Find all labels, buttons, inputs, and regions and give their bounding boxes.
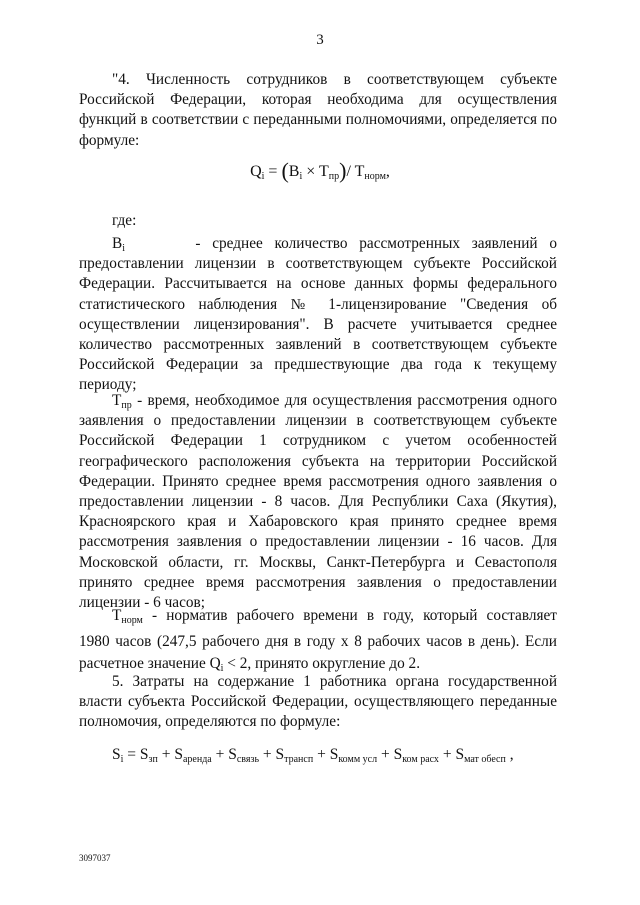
formula-symbol: S [139, 746, 149, 763]
formula-symbol: B [288, 163, 300, 180]
paragraph-5 [79, 672, 557, 733]
formula-subscript: i [261, 171, 265, 182]
symbol-bi: $B_i$ [112, 235, 125, 254]
formula-subscript: связь [236, 754, 259, 765]
times-sign: × [306, 163, 316, 180]
formula-s [112, 746, 514, 764]
text-line: предоставлении лицензии в соответствующем субъекте Российской [79, 255, 557, 273]
formula-symbol: S [393, 746, 403, 763]
text-line: функций в соответствии с переданными полномочиями, определяется по [79, 111, 557, 129]
plus-sign: + [442, 746, 452, 763]
text-line: Российской Федерации, которая необходима для осуществления [79, 91, 557, 109]
where-label: где: [112, 212, 137, 229]
open-paren: ( [281, 158, 289, 183]
formula-symbol: S [455, 746, 465, 763]
formula-symbol: S [329, 746, 339, 763]
text-line: лицензии - 6 часов; [79, 594, 206, 612]
formula-q: $Q_i = (B_i \times T_{пр})/$ $T_{норм}$, [250, 158, 390, 183]
text-line: осуществлении лицензирования". В расчете учитывается среднее [79, 315, 557, 333]
formula-symbol: Q [250, 163, 262, 180]
symbol-tpr: $T_{пр}$ [112, 392, 132, 411]
symbol-tnorm: $T_{норм}$ [112, 607, 143, 626]
text-line: Федерации. Принято среднее время рассмотрения одного заявления о [79, 472, 557, 490]
formula-symbol: S [112, 746, 121, 763]
plus-sign: + [262, 746, 272, 763]
text-line: Российской Федерации 1 сотрудником с учетом особенностей [79, 432, 557, 450]
divide-sign: / [346, 163, 351, 180]
text-line: Московской области, гг. Москвы, Санкт-Петербурга и Севастополя [79, 553, 557, 571]
text-line: расчетное значение $Q_i < 2$, принято округление до 2. [79, 655, 421, 674]
formula-subscript: зп [148, 754, 158, 765]
text-line: "4. Численность сотрудников в соответствующем субъекте [112, 71, 557, 88]
formula-comma: , [509, 746, 514, 763]
formula-subscript: аренда [182, 754, 212, 765]
plus-sign: + [317, 746, 326, 763]
text-line: географического расположения субъекта на территории Российской [79, 452, 557, 470]
text-line: $B_i$ - среднее количество рассмотренных заявлений о [112, 235, 557, 254]
formula-subscript: мат обесп [464, 754, 506, 765]
text-line: Красноярского края и Хабаровского края принято среднее время [79, 513, 557, 531]
text-line: количество рассмотренных заявлений в соответствующем субъекте [79, 336, 557, 354]
formula-subscript: пр [328, 171, 340, 182]
plus-sign: + [215, 746, 225, 763]
formula-symbol: S [228, 746, 237, 763]
footer-code: 3097037 [79, 853, 111, 863]
plus-sign: + [161, 746, 171, 763]
formula-subscript: i [120, 754, 124, 765]
plus-sign: + [380, 746, 390, 763]
text-line: статистического наблюдения № 1-лицензирование "Сведения об [79, 295, 557, 313]
text-line: принято среднее время рассмотрения заявления о предоставлении [79, 573, 557, 591]
definition-bi [79, 234, 557, 396]
text-line: 5. Затраты на содержание 1 работника органа государственной [112, 673, 557, 690]
text-line: Федерации. Рассчитывается на основе данных формы федерального [79, 275, 557, 293]
formula-symbol: T [354, 163, 365, 180]
formula-subscript: комм усл [338, 754, 378, 765]
definition-tnorm [79, 605, 557, 675]
text-line: формуле: [79, 131, 140, 149]
formula-symbol: S [174, 746, 183, 763]
formula-subscript: ком расх [402, 754, 439, 765]
text-line: предоставлении лицензии - 8 часов. Для Республики Саха (Якутия), [79, 493, 557, 511]
text-line: власти субъекта Российской Федерации, осуществляющего переданные [79, 693, 557, 711]
formula-comma: , [385, 163, 390, 180]
page-number: 3 [316, 32, 324, 48]
formula-symbol: T [318, 163, 329, 180]
text-line: Российской Федерации за предшествующие два года к текущему [79, 356, 557, 374]
formula-symbol: S [275, 746, 285, 763]
formula-subscript: норм [364, 171, 386, 182]
text-line: $T_{норм}$ - норматив рабочего времени в году, который составляет [112, 607, 557, 626]
text-line: $T_{пр}$ - время, необходимое для осуществления рассмотрения одного [112, 392, 557, 411]
definition-tpr [79, 391, 557, 613]
formula-subscript: трансп [284, 754, 314, 765]
close-paren: ) [339, 158, 347, 183]
text-line: полномочия, определяются по формуле: [79, 713, 341, 731]
equals-sign: = [127, 746, 137, 763]
text-line: периоду; [79, 376, 137, 394]
formula-subscript: i [299, 171, 303, 182]
paragraph-4 [79, 70, 557, 151]
text-line: заявления о предоставлении лицензии в соответствующем субъекте [79, 412, 557, 430]
text-line: рассмотрения заявления о предоставлении лицензии - 16 часов. Для [79, 533, 557, 551]
text-line: 1980 часов (247,5 рабочего дня в году x 8 рабочих часов в день). Если [79, 633, 557, 650]
